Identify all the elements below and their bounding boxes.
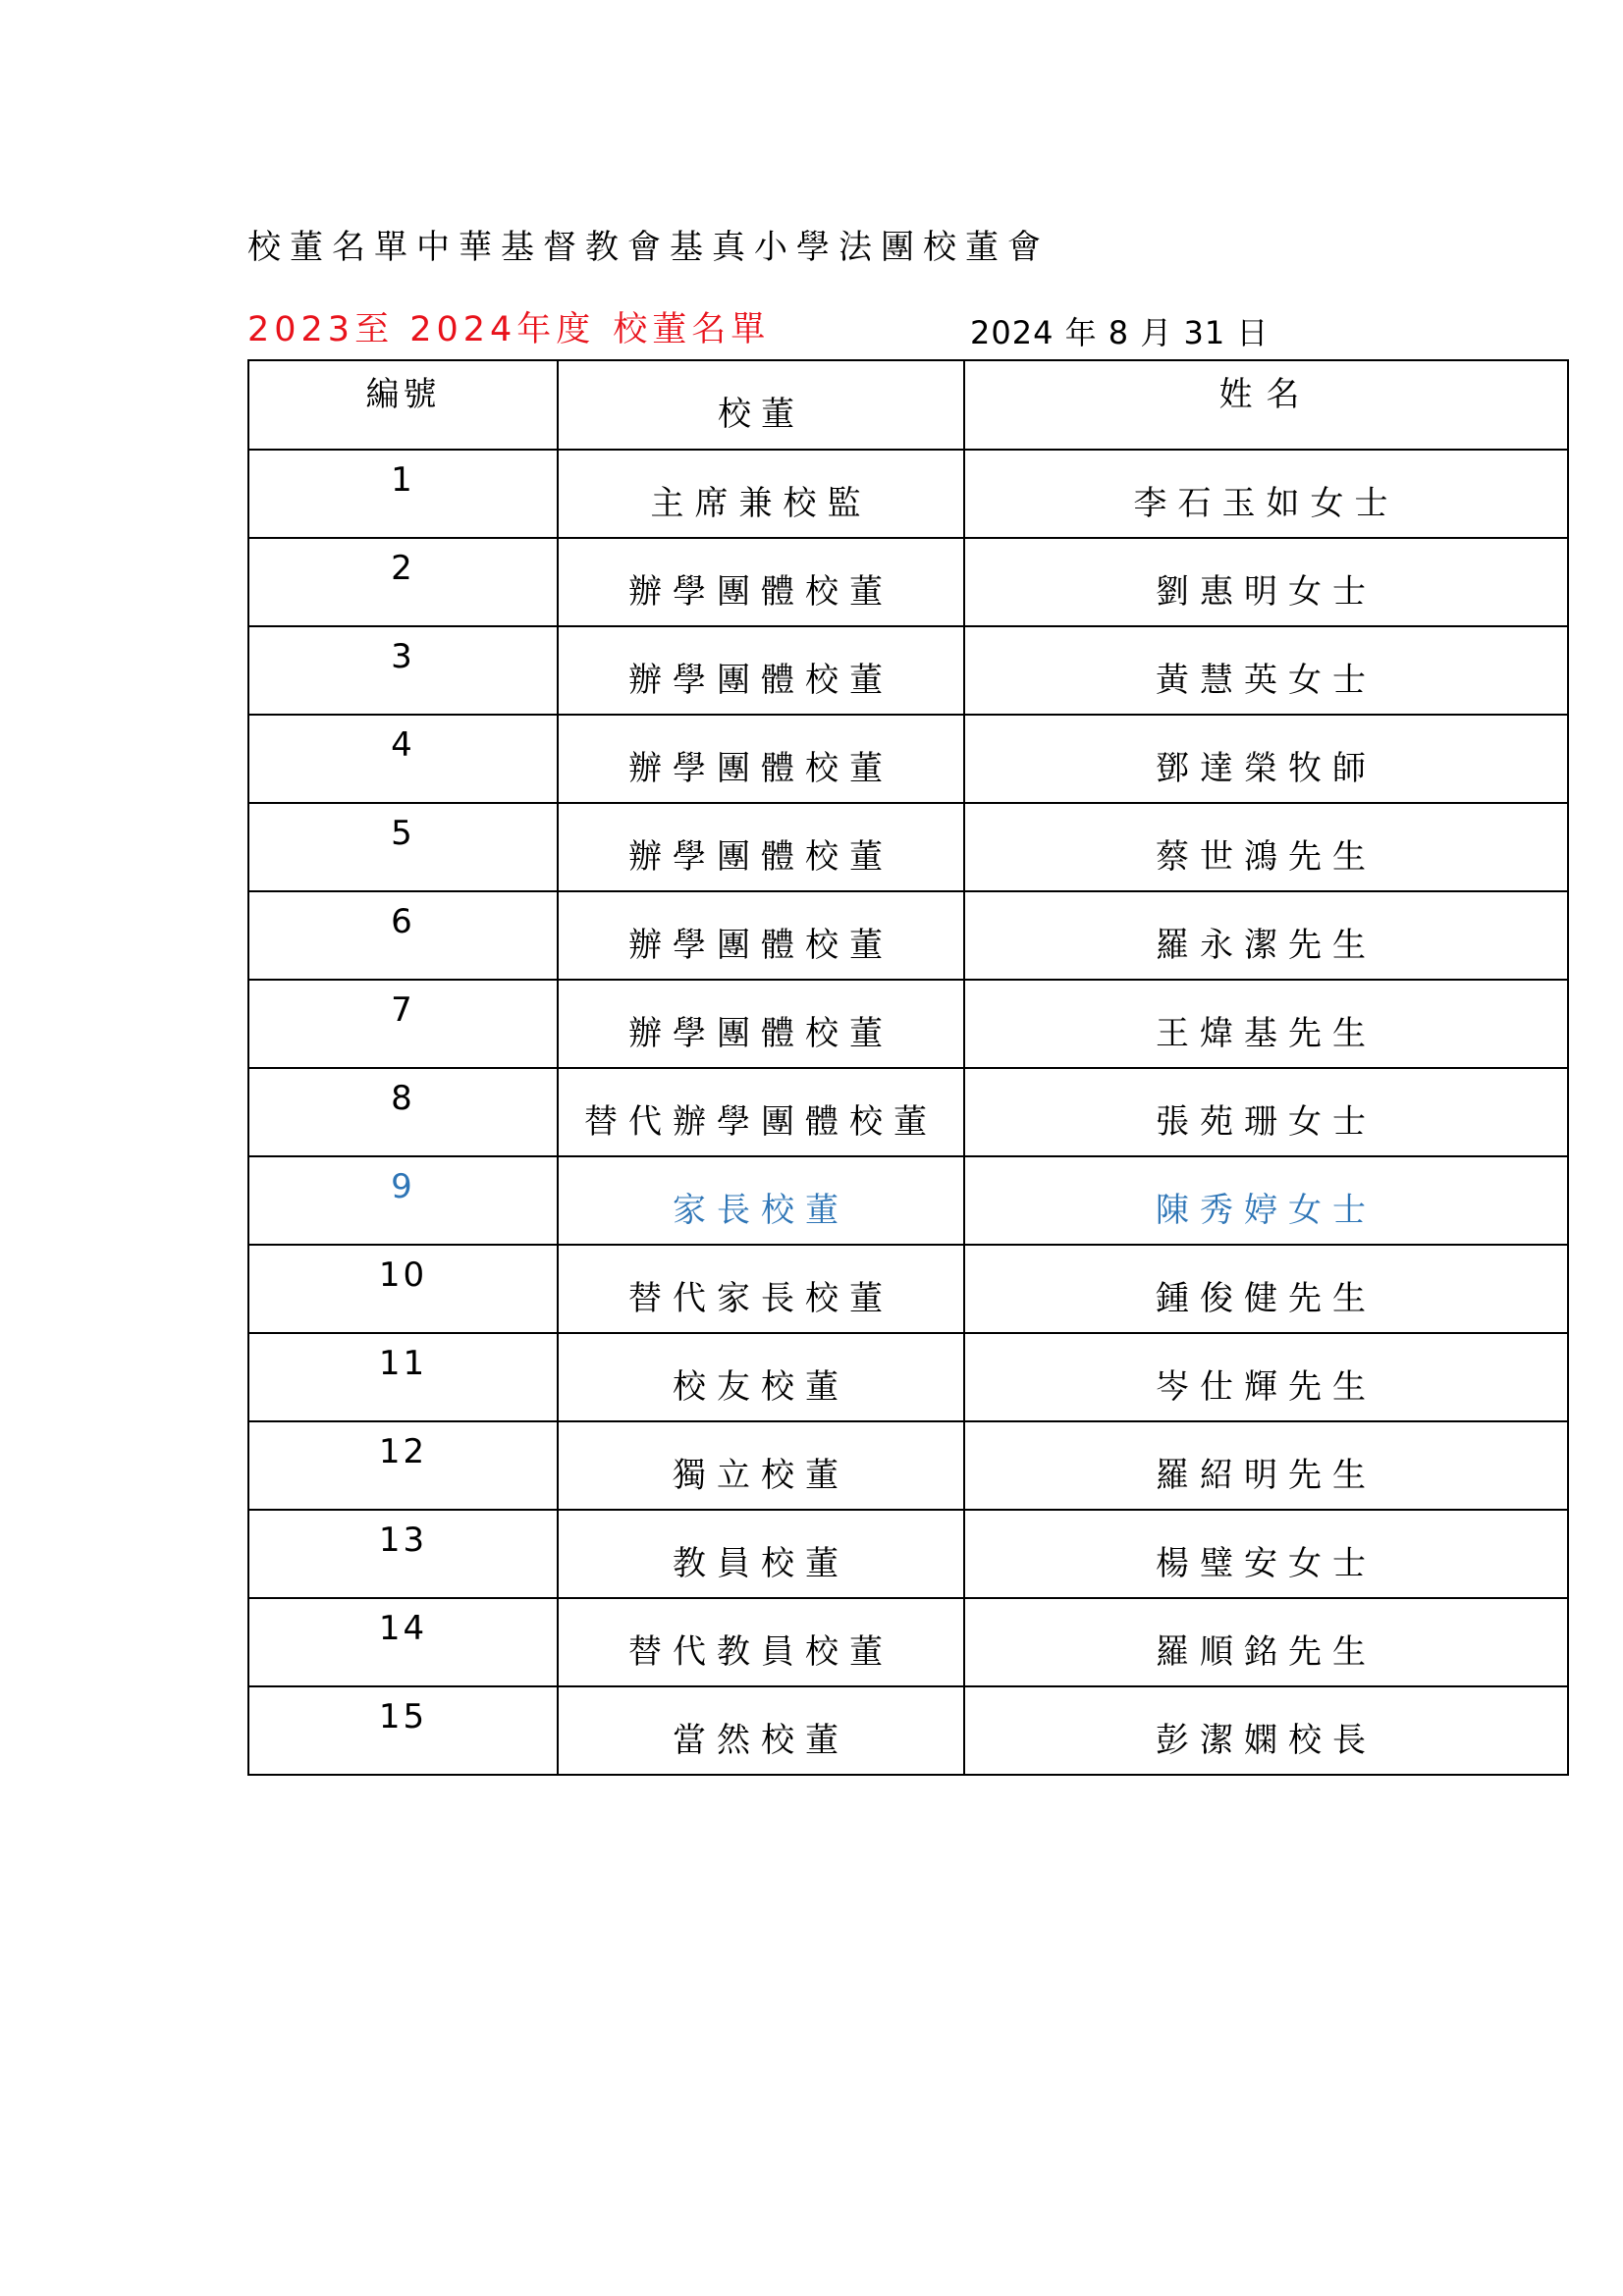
- cell-name: [964, 1156, 1568, 1245]
- cell-no: [248, 1510, 558, 1598]
- cell-name: [964, 1068, 1568, 1156]
- cell-role: [558, 891, 964, 980]
- row-name: 蔡世鴻先生: [1156, 836, 1377, 877]
- header-cell-role: [558, 360, 964, 450]
- cell-name: [964, 1510, 1568, 1598]
- table-row: [248, 450, 1568, 538]
- row-name: 岑仕輝先生: [1156, 1366, 1377, 1407]
- cell-no: [248, 1068, 558, 1156]
- row-name: 鄧達榮牧師: [1156, 748, 1377, 788]
- row-name: 楊璧安女士: [1156, 1543, 1377, 1583]
- table-row: [248, 1421, 1568, 1510]
- cell-role: [558, 450, 964, 538]
- cell-no: [248, 1156, 558, 1245]
- cell-no: [248, 1245, 558, 1333]
- row-role: 獨立校董: [673, 1455, 849, 1495]
- cell-name: [964, 1333, 1568, 1421]
- table-row: [248, 626, 1568, 715]
- cell-name: [964, 715, 1568, 803]
- cell-no: [248, 715, 558, 803]
- cell-role: [558, 980, 964, 1068]
- row-name: 彭潔嫻校長: [1156, 1720, 1377, 1760]
- table-row: [248, 1068, 1568, 1156]
- cell-no: [248, 538, 558, 626]
- table-body: [248, 450, 1568, 1775]
- row-name: 羅順銘先生: [1156, 1631, 1377, 1672]
- cell-role: [558, 538, 964, 626]
- row-name: 張苑珊女士: [1156, 1101, 1377, 1142]
- table-row: [248, 715, 1568, 803]
- row-name: 羅紹明先生: [1156, 1455, 1377, 1495]
- table-row: [248, 803, 1568, 891]
- cell-no: [248, 626, 558, 715]
- cell-name: [964, 538, 1568, 626]
- row-name: 黃慧英女士: [1156, 660, 1377, 700]
- row-role: 辦學團體校董: [628, 748, 893, 788]
- row-number: 14: [378, 1609, 428, 1648]
- board-members-table: [247, 359, 1569, 1776]
- cell-no: [248, 450, 558, 538]
- row-number: 4: [391, 725, 415, 765]
- row-number: 6: [391, 902, 415, 941]
- row-number: 1: [391, 460, 415, 500]
- cell-name: [964, 1245, 1568, 1333]
- row-name: 陳秀婷女士: [1156, 1190, 1377, 1230]
- row-role: 辦學團體校董: [628, 571, 893, 612]
- row-number: 10: [378, 1255, 428, 1295]
- cell-role: [558, 1245, 964, 1333]
- row-name: 劉惠明女士: [1156, 571, 1377, 612]
- row-role: 校友校董: [673, 1366, 849, 1407]
- cell-role: [558, 715, 964, 803]
- cell-name: [964, 980, 1568, 1068]
- row-role: 家長校董: [673, 1190, 849, 1230]
- table-row: [248, 1686, 1568, 1775]
- table-row: [248, 1333, 1568, 1421]
- cell-no: [248, 1598, 558, 1686]
- row-number: 3: [391, 637, 415, 676]
- row-role: 當然校董: [673, 1720, 849, 1760]
- row-role: 教員校董: [673, 1543, 849, 1583]
- document-title: 校董名單中華基督教會基真小學法團校董會: [247, 228, 1050, 267]
- row-role: 辦學團體校董: [628, 836, 893, 877]
- subtitle-year: 2023至 2024年度: [247, 310, 596, 349]
- cell-name: [964, 626, 1568, 715]
- header-role: 校董: [718, 395, 804, 434]
- subtitle-label: 校董名單: [613, 310, 771, 349]
- row-number: 5: [391, 814, 415, 853]
- cell-no: [248, 891, 558, 980]
- row-number: 2: [391, 549, 415, 588]
- row-number: 7: [391, 990, 415, 1030]
- document-date: 2024 年 8 月 31 日: [970, 314, 1270, 351]
- cell-no: [248, 1686, 558, 1775]
- table-row: [248, 1510, 1568, 1598]
- row-number: 15: [378, 1697, 428, 1736]
- table-row: [248, 1598, 1568, 1686]
- row-name: 王煒基先生: [1156, 1013, 1377, 1053]
- header-name: 姓名: [1218, 375, 1314, 414]
- row-name: 羅永潔先生: [1156, 925, 1377, 965]
- subtitle: [247, 304, 770, 355]
- row-role: 辦學團體校董: [628, 1013, 893, 1053]
- cell-role: [558, 626, 964, 715]
- row-number: 13: [378, 1521, 428, 1560]
- row-role: 辦學團體校董: [628, 660, 893, 700]
- row-role: 替代教員校董: [628, 1631, 893, 1672]
- cell-no: [248, 980, 558, 1068]
- cell-name: [964, 1598, 1568, 1686]
- cell-role: [558, 1598, 964, 1686]
- cell-name: [964, 891, 1568, 980]
- header-cell-no: [248, 360, 558, 450]
- cell-no: [248, 1333, 558, 1421]
- row-role: 替代辦學團體校董: [584, 1101, 938, 1142]
- header-no: 編號: [365, 375, 441, 414]
- table-header-row: [248, 360, 1568, 450]
- cell-role: [558, 1421, 964, 1510]
- row-name: 鍾俊健先生: [1156, 1278, 1377, 1318]
- cell-role: [558, 1333, 964, 1421]
- cell-role: [558, 1686, 964, 1775]
- cell-no: [248, 1421, 558, 1510]
- cell-name: [964, 1686, 1568, 1775]
- row-role: 辦學團體校董: [628, 925, 893, 965]
- table-row: [248, 538, 1568, 626]
- cell-role: [558, 1068, 964, 1156]
- header-cell-name: [964, 360, 1568, 450]
- row-number: 9: [391, 1167, 415, 1206]
- table-row-highlighted: [248, 1156, 1568, 1245]
- row-role: 替代家長校董: [628, 1278, 893, 1318]
- row-name: 李石玉如女士: [1133, 483, 1399, 523]
- row-role: 主席兼校監: [650, 483, 872, 523]
- cell-name: [964, 803, 1568, 891]
- row-number: 8: [391, 1079, 415, 1118]
- row-number: 11: [378, 1344, 428, 1383]
- table-row: [248, 1245, 1568, 1333]
- row-number: 12: [378, 1432, 428, 1471]
- cell-role: [558, 1156, 964, 1245]
- table-row: [248, 891, 1568, 980]
- cell-role: [558, 1510, 964, 1598]
- cell-role: [558, 803, 964, 891]
- table-row: [248, 980, 1568, 1068]
- cell-no: [248, 803, 558, 891]
- cell-name: [964, 1421, 1568, 1510]
- cell-name: [964, 450, 1568, 538]
